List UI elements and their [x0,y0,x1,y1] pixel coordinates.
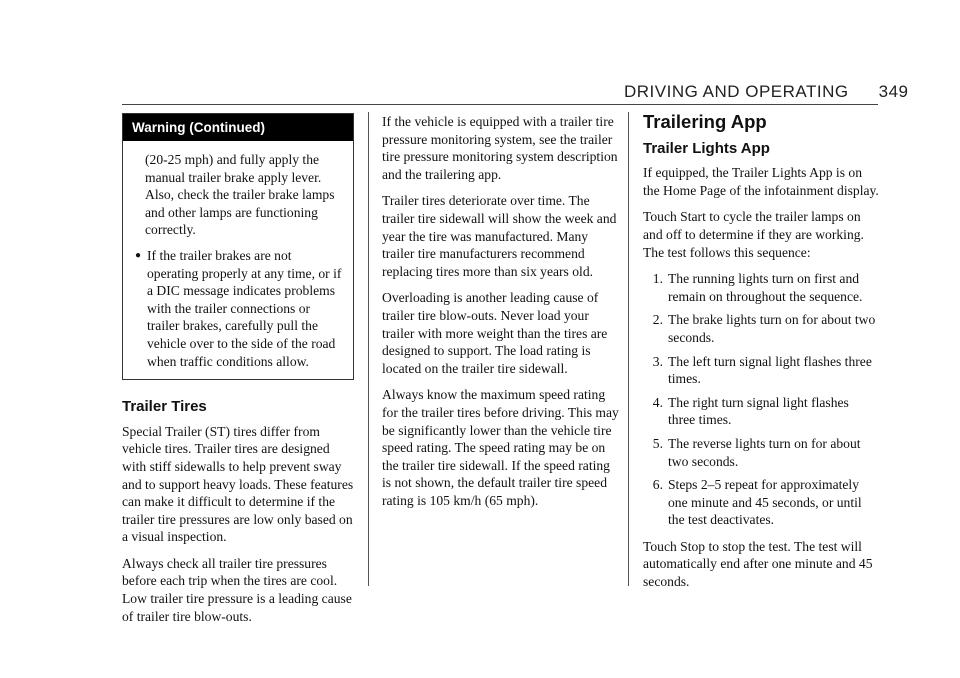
list-item: 2. The brake lights turn on for about two seconds. [652,312,876,345]
column-1 [122,113,356,634]
column-divider-2 [628,112,629,586]
col3-paragraph-2: Touch Start to cycle the trailer lamps on and off to determine if they are working. The test follows this sequence: [643,209,864,260]
list-item: 1. The running lights turn on first and remain on throughout the sequence. [652,271,863,304]
trailer-tires-paragraph-2: Always check all trailer tire pressures before each trip when the tires are cool. Low trailer tire pressure is a leading cause of trailer tire blow-outs. [122,555,352,624]
warning-continuation: (20-25 mph) and fully apply the manual trailer brake apply lever. Also, check the trailer brake lamps and other lamps are functioning correctly. [145,152,335,238]
warning-box [122,113,354,380]
test-sequence-list [643,270,879,529]
warning-bullet [135,247,345,370]
column-2 [382,113,622,518]
page-number: 349 [878,82,909,101]
col2-paragraph-1: If the vehicle is equipped with a trailer tire pressure monitoring system, see the trailer tire pressure monitoring system description and the trailering app. [382,114,618,182]
bullet-icon: ● [135,249,142,261]
col2-paragraph-3: Overloading is another leading cause of trailer tire blow-outs. Never load your trailer with more weight than the tires are designed to support. The load rating is located on the trailer tire sidewall. [382,290,608,376]
column-3 [643,113,879,600]
section-title: DRIVING AND OPERATING [624,82,849,101]
list-item: 5. The reverse lights turn on for about two seconds. [652,435,861,469]
trailer-lights-app-heading: Trailer Lights App [643,139,770,157]
list-item: 6. Steps 2–5 repeat for approximately one minute and 45 seconds, or until the test deactivates. [652,477,862,528]
list-item: 3. The left turn signal light flashes three times. [652,353,872,387]
header-rule [122,104,878,105]
warning-title: Warning (Continued) [123,114,353,141]
col2-paragraph-4: Always know the maximum speed rating for the trailer tires before driving. This may be significantly lower than the vehicle tire speed rating. The speed rating may be on the trailer tire sidewall. If the speed rating is not shown, the default trailer tire speed rating is 105 km/h (65 mph). [382,387,619,508]
col3-paragraph-1: If equipped, the Trailer Lights App is on the Home Page of the infotainment display. [643,165,879,198]
warning-body [123,141,353,379]
warning-bullet-text: If the trailer brakes are not operating properly at any time, or if a DIC message indicates problems with the trailer connections or trailer brakes, carefully pull the vehicle over to the side of the road when traffic conditions allow. [147,247,342,369]
col2-paragraph-2: Trailer tires deteriorate over time. The trailer tire sidewall will show the week and year the tire was manufactured. Many trailer tire manufacturers recommend replacing tires more than six years old. [382,193,617,279]
trailering-app-title: Trailering App [643,111,767,132]
running-header [624,82,908,102]
list-item: 4. The right turn signal light flashes three times. [652,394,849,428]
col3-paragraph-3: Touch Stop to stop the test. The test will automatically end after one minute and 45 seconds. [643,538,873,590]
column-divider-1 [368,112,369,586]
trailer-tires-heading: Trailer Tires [122,398,207,416]
trailer-tires-paragraph-1: Special Trailer (ST) tires differ from vehicle tires. Trailer tires are designed with stiff sidewalls to help prevent sway and to support heavy loads. These features can make it difficult to determine if the trailer tire pressures are low only based on a visual inspection. [122,423,354,545]
